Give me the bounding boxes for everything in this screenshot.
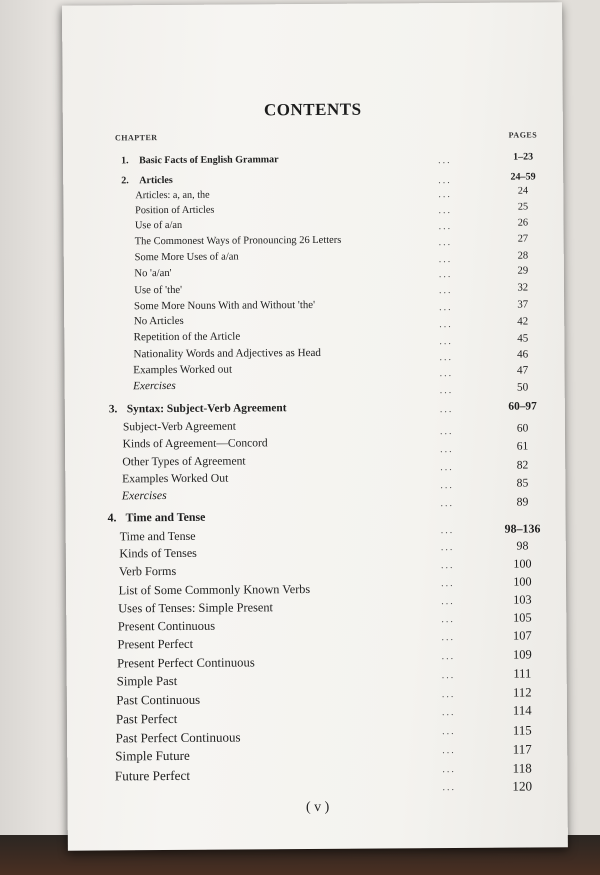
entry-title: Articles: a, an, the — [135, 189, 210, 202]
entry-title: Time and Tense — [119, 528, 196, 544]
entry-title: Subject-Verb Agreement — [122, 420, 236, 434]
leader-dots: ... — [439, 404, 454, 416]
page-reference: 47 — [516, 364, 529, 377]
book-page — [62, 2, 568, 850]
entry-title: Exercises — [121, 488, 167, 503]
page-reference: 85 — [516, 476, 529, 490]
toc-entry — [67, 765, 567, 794]
leader-dots: ... — [440, 480, 454, 492]
page-reference: 111 — [513, 666, 532, 681]
page-title: CONTENTS — [263, 99, 362, 120]
page-reference: 107 — [512, 628, 532, 643]
leader-dots: ... — [439, 385, 454, 397]
leader-dots: ... — [441, 689, 456, 701]
leader-dots: ... — [442, 782, 457, 794]
entry-title: Past Perfect — [115, 710, 178, 727]
entry-title: Repetition of the Article — [133, 330, 241, 344]
entry-title: No Articles — [133, 314, 184, 328]
chapter-column-header: CHAPTER — [114, 133, 158, 143]
page-reference: 1–23 — [513, 151, 534, 163]
toc-entry — [65, 485, 565, 510]
leader-dots: ... — [438, 221, 453, 233]
leader-dots: ... — [441, 651, 456, 663]
entry-title: Exercises — [133, 379, 176, 393]
page-reference: 60–97 — [508, 400, 537, 413]
page-reference: 82 — [516, 458, 529, 472]
page-reference: 29 — [517, 265, 529, 277]
page-reference: 89 — [516, 494, 529, 509]
entry-title: Nationality Words and Adjectives as Head — [133, 346, 321, 361]
entry-title: Some More Nouns With and Without 'the' — [133, 298, 316, 313]
page-reference: 28 — [517, 250, 529, 262]
chapter-entry — [65, 400, 565, 419]
page-reference: 118 — [512, 760, 532, 776]
page-reference: 46 — [517, 348, 529, 361]
page-reference: 120 — [512, 778, 533, 794]
leader-dots: ... — [439, 302, 453, 314]
entry-title: Past Perfect Continuous — [115, 729, 241, 746]
entry-title: Present Continuous — [117, 618, 216, 634]
leader-dots: ... — [441, 632, 455, 644]
entry-title: Kinds of Tenses — [119, 545, 197, 561]
leader-dots: ... — [442, 726, 456, 738]
page-reference: 112 — [512, 685, 532, 700]
chapter-entry — [63, 152, 563, 171]
page-reference: 98 — [516, 538, 529, 553]
chapter-number: 1. — [121, 155, 129, 167]
entry-title: Verb Forms — [118, 563, 177, 579]
entry-title: Time and Tense — [125, 509, 206, 525]
leader-dots: ... — [438, 205, 452, 217]
entry-title: Past Continuous — [116, 692, 201, 708]
leader-dots: ... — [438, 254, 453, 266]
leader-dots: ... — [442, 745, 456, 757]
page-reference: 37 — [517, 298, 529, 311]
leader-dots: ... — [438, 269, 453, 281]
leader-dots: ... — [440, 542, 455, 554]
leader-dots: ... — [439, 319, 453, 331]
leader-dots: ... — [438, 189, 452, 201]
chapter-number: 4. — [107, 510, 117, 525]
entry-title: Position of Articles — [135, 204, 215, 217]
page-reference: 109 — [512, 647, 532, 662]
entry-title: Examples Worked Out — [122, 471, 229, 486]
page-reference: 45 — [517, 332, 529, 345]
toc-entry — [65, 377, 565, 396]
leader-dots: ... — [440, 560, 455, 572]
page-reference: 24 — [517, 185, 529, 197]
entry-title: Uses of Tenses: Simple Present — [118, 600, 274, 616]
leader-dots: ... — [441, 707, 456, 719]
pages-column-header: PAGES — [508, 130, 538, 140]
page-reference: 32 — [517, 281, 529, 294]
leader-dots: ... — [438, 155, 452, 167]
page-reference: 24–59 — [510, 171, 536, 183]
page-number: ( v ) — [305, 799, 330, 816]
leader-dots: ... — [440, 462, 454, 474]
chapter-number: 2. — [121, 175, 129, 187]
page-reference: 103 — [513, 592, 532, 607]
page-reference: 105 — [513, 610, 532, 625]
leader-dots: ... — [439, 426, 454, 438]
leader-dots: ... — [440, 498, 455, 510]
entry-title: Simple Past — [116, 673, 178, 689]
entry-title: Other Types of Agreement — [122, 454, 246, 469]
entry-title: The Commonest Ways of Pronouncing 26 Letters — [134, 234, 342, 248]
entry-title: Use of 'the' — [134, 283, 183, 297]
leader-dots: ... — [442, 764, 456, 776]
page-reference: 61 — [516, 440, 529, 453]
page-reference: 114 — [512, 703, 532, 718]
page-reference: 115 — [512, 722, 532, 738]
entry-title: Syntax: Subject-Verb Agreement — [126, 402, 287, 416]
leader-dots: ... — [440, 444, 454, 456]
leader-dots: ... — [441, 596, 455, 608]
page-reference: 98–136 — [504, 521, 541, 536]
page-reference: 27 — [517, 233, 529, 245]
entry-title: Some More Uses of a/an — [134, 251, 239, 264]
entry-title: Present Perfect — [117, 636, 194, 652]
leader-dots: ... — [438, 237, 453, 249]
page-reference: 26 — [517, 217, 529, 229]
page-reference: 100 — [513, 556, 532, 571]
entry-title: List of Some Commonly Known Verbs — [118, 582, 311, 598]
entry-title: Simple Future — [115, 747, 190, 764]
entry-title: Examples Worked out — [133, 363, 233, 377]
leader-dots: ... — [439, 368, 454, 380]
leader-dots: ... — [441, 670, 456, 682]
leader-dots: ... — [439, 352, 454, 364]
leader-dots: ... — [438, 285, 453, 297]
leader-dots: ... — [438, 175, 452, 187]
page-reference: 25 — [517, 201, 529, 213]
leader-dots: ... — [439, 336, 453, 348]
page-reference: 117 — [512, 741, 532, 757]
entry-title: Articles — [139, 174, 173, 187]
leader-dots: ... — [441, 578, 455, 590]
page-reference: 60 — [516, 422, 529, 435]
entry-title: Kinds of Agreement—Concord — [122, 437, 268, 451]
chapter-entry — [66, 507, 566, 537]
entry-title: Present Perfect Continuous — [117, 655, 255, 671]
chapter-number: 3. — [108, 403, 118, 416]
page-reference: 100 — [513, 574, 532, 589]
entry-title: Future Perfect — [114, 767, 191, 784]
leader-dots: ... — [441, 614, 455, 626]
entry-title: Use of a/an — [134, 219, 183, 232]
page-reference: 42 — [517, 315, 529, 328]
page-reference: 50 — [516, 381, 529, 394]
leader-dots: ... — [440, 525, 455, 537]
entry-title: No 'a/an' — [134, 267, 172, 280]
entry-title: Basic Facts of English Grammar — [139, 154, 279, 167]
